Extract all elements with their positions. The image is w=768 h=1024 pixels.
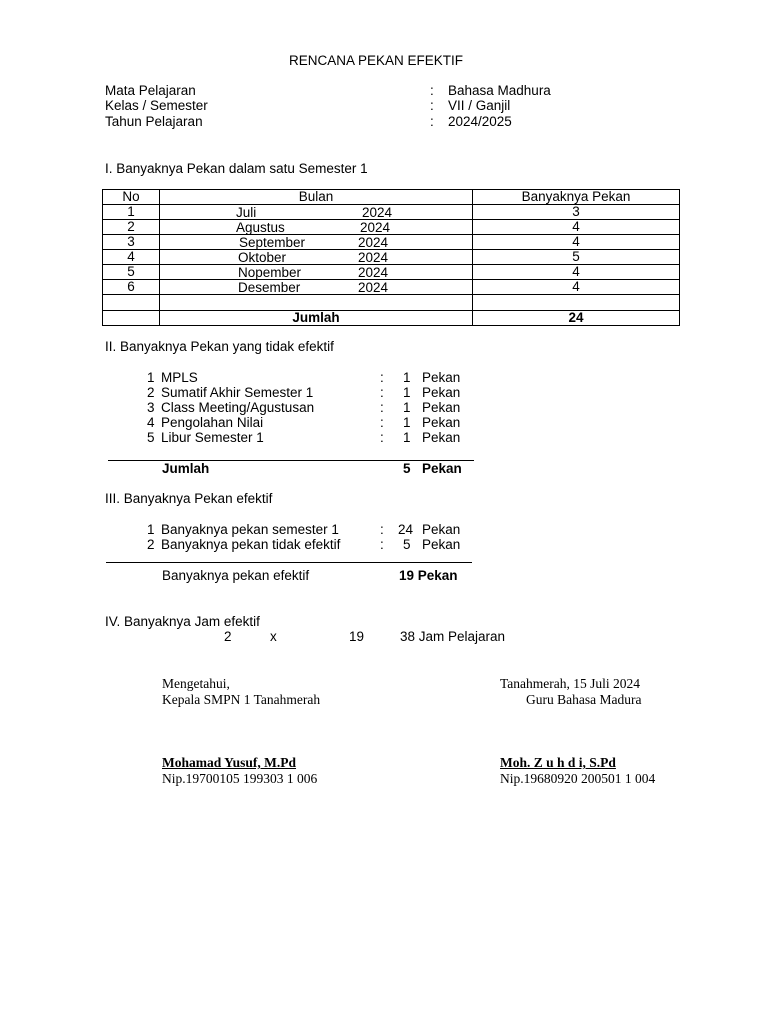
list-item-no: 4 — [147, 415, 155, 430]
header-bulan: Bulan — [160, 190, 473, 205]
list-item-label: Banyaknya pekan tidak efektif — [161, 537, 341, 552]
empty-cell — [103, 295, 160, 311]
list-item-colon: : — [380, 537, 384, 552]
list-item-value: 5 — [403, 537, 411, 552]
total-value: 24 — [473, 311, 680, 326]
row-month: Agustus — [236, 220, 285, 235]
row-month: Nopember — [238, 265, 302, 280]
list-item-unit: Pekan — [422, 537, 461, 552]
list-item-label: MPLS — [161, 370, 198, 385]
section2-total-value: 5 — [403, 461, 411, 476]
list-item-colon: : — [380, 430, 384, 445]
sig-left-line2: Kepala SMPN 1 Tanahmerah — [162, 692, 321, 707]
row-weeks: 5 — [473, 250, 680, 265]
section4-heading: IV. Banyaknya Jam efektif — [105, 614, 260, 629]
table-row — [103, 280, 680, 295]
list-item-label: Libur Semester 1 — [161, 430, 264, 445]
effective-weeks: 19 — [349, 629, 365, 644]
row-no: 2 — [103, 220, 160, 235]
list-item-unit: Pekan — [422, 430, 461, 445]
header-pekan: Banyaknya Pekan — [473, 190, 680, 205]
info-value-class: VII / Ganjil — [448, 98, 511, 113]
info-label-subject: Mata Pelajaran — [105, 83, 196, 98]
row-year: 2024 — [358, 250, 389, 265]
list-item-label: Pengolahan Nilai — [161, 415, 264, 430]
row-bulan — [160, 235, 473, 250]
list-item-colon: : — [380, 400, 384, 415]
row-year: 2024 — [358, 265, 389, 280]
row-bulan — [160, 250, 473, 265]
row-bulan — [160, 220, 473, 235]
info-label-class: Kelas / Semester — [105, 98, 208, 113]
list-item-unit: Pekan — [422, 400, 461, 415]
list-item-value: 1 — [403, 385, 411, 400]
hours-per-week: 2 — [224, 629, 232, 644]
section3-total-value: 19 Pekan — [399, 568, 458, 583]
table-row — [103, 250, 680, 265]
sig-right-name: Moh. Z u h d i, S.Pd — [500, 755, 616, 770]
list-item-no: 2 — [147, 385, 155, 400]
row-weeks: 4 — [473, 265, 680, 280]
list-item-unit: Pekan — [422, 522, 461, 537]
table-total-row — [103, 311, 680, 326]
row-bulan — [160, 280, 473, 295]
list-item-label: Banyaknya pekan semester 1 — [161, 522, 339, 537]
row-bulan — [160, 205, 473, 220]
row-month: Juli — [236, 205, 257, 220]
info-colon: : — [430, 83, 434, 98]
list-item-colon: : — [380, 522, 384, 537]
header-no: No — [103, 190, 160, 205]
row-month: September — [239, 235, 306, 250]
table-row — [103, 220, 680, 235]
row-month: Desember — [238, 280, 301, 295]
list-item-no: 1 — [147, 522, 155, 537]
sig-right-line2: Guru Bahasa Madura — [526, 692, 642, 707]
list-item-value: 1 — [403, 400, 411, 415]
row-no: 1 — [103, 205, 160, 220]
table-row — [103, 265, 680, 280]
list-item-unit: Pekan — [422, 415, 461, 430]
divider — [106, 562, 472, 563]
row-year: 2024 — [358, 280, 389, 295]
row-weeks: 4 — [473, 220, 680, 235]
list-item-colon: : — [380, 370, 384, 385]
section3-total-label: Banyaknya pekan efektif — [162, 568, 310, 583]
row-year: 2024 — [362, 205, 393, 220]
section1-heading: I. Banyaknya Pekan dalam satu Semester 1 — [105, 161, 368, 176]
list-item-no: 2 — [147, 537, 155, 552]
list-item-colon: : — [380, 415, 384, 430]
list-item-value: 1 — [403, 370, 411, 385]
table-row — [103, 235, 680, 250]
list-item-value: 24 — [398, 522, 414, 537]
list-item-no: 3 — [147, 400, 155, 415]
table-empty-row — [103, 295, 680, 311]
empty-cell — [473, 295, 680, 311]
list-item-value: 1 — [403, 430, 411, 445]
row-weeks: 4 — [473, 280, 680, 295]
table-header-row — [103, 190, 680, 205]
row-no: 4 — [103, 250, 160, 265]
section2-total-label: Jumlah — [162, 461, 210, 476]
sig-left-name: Mohamad Yusuf, M.Pd — [162, 755, 297, 770]
table-row — [103, 205, 680, 220]
list-item-label: Sumatif Akhir Semester 1 — [161, 385, 314, 400]
row-month: Oktober — [238, 250, 287, 265]
sig-right-nip: Nip.19680920 200501 1 004 — [500, 771, 656, 786]
list-item-no: 1 — [147, 370, 155, 385]
list-item-colon: : — [380, 385, 384, 400]
total-label: Jumlah — [160, 311, 473, 326]
list-item-unit: Pekan — [422, 385, 461, 400]
sig-right-line1: Tanahmerah, 15 Juli 2024 — [500, 676, 641, 691]
row-no: 6 — [103, 280, 160, 295]
list-item-no: 5 — [147, 430, 155, 445]
weeks-table — [102, 189, 680, 326]
info-colon: : — [430, 114, 434, 129]
info-value-subject: Bahasa Madhura — [448, 83, 551, 98]
list-item-value: 1 — [403, 415, 411, 430]
total-hours: 38 Jam Pelajaran — [400, 629, 506, 644]
empty-cell — [103, 311, 160, 326]
info-label-year: Tahun Pelajaran — [105, 114, 203, 129]
info-colon: : — [430, 98, 434, 113]
row-weeks: 4 — [473, 235, 680, 250]
sig-left-nip: Nip.19700105 199303 1 006 — [162, 771, 318, 786]
empty-cell — [160, 295, 473, 311]
info-value-year: 2024/2025 — [448, 114, 512, 129]
row-no: 3 — [103, 235, 160, 250]
sig-left-line1: Mengetahui, — [162, 676, 230, 691]
row-no: 5 — [103, 265, 160, 280]
section2-heading: II. Banyaknya Pekan yang tidak efektif — [105, 339, 334, 354]
list-item-unit: Pekan — [422, 370, 461, 385]
list-item-label: Class Meeting/Agustusan — [161, 400, 315, 415]
section3-heading: III. Banyaknya Pekan efektif — [105, 491, 273, 506]
row-bulan — [160, 265, 473, 280]
section2-total-unit: Pekan — [422, 461, 462, 476]
document-title: RENCANA PEKAN EFEKTIF — [289, 53, 464, 68]
row-year: 2024 — [360, 220, 391, 235]
row-year: 2024 — [358, 235, 389, 250]
row-weeks: 3 — [473, 205, 680, 220]
multiply-sign: x — [270, 629, 277, 644]
